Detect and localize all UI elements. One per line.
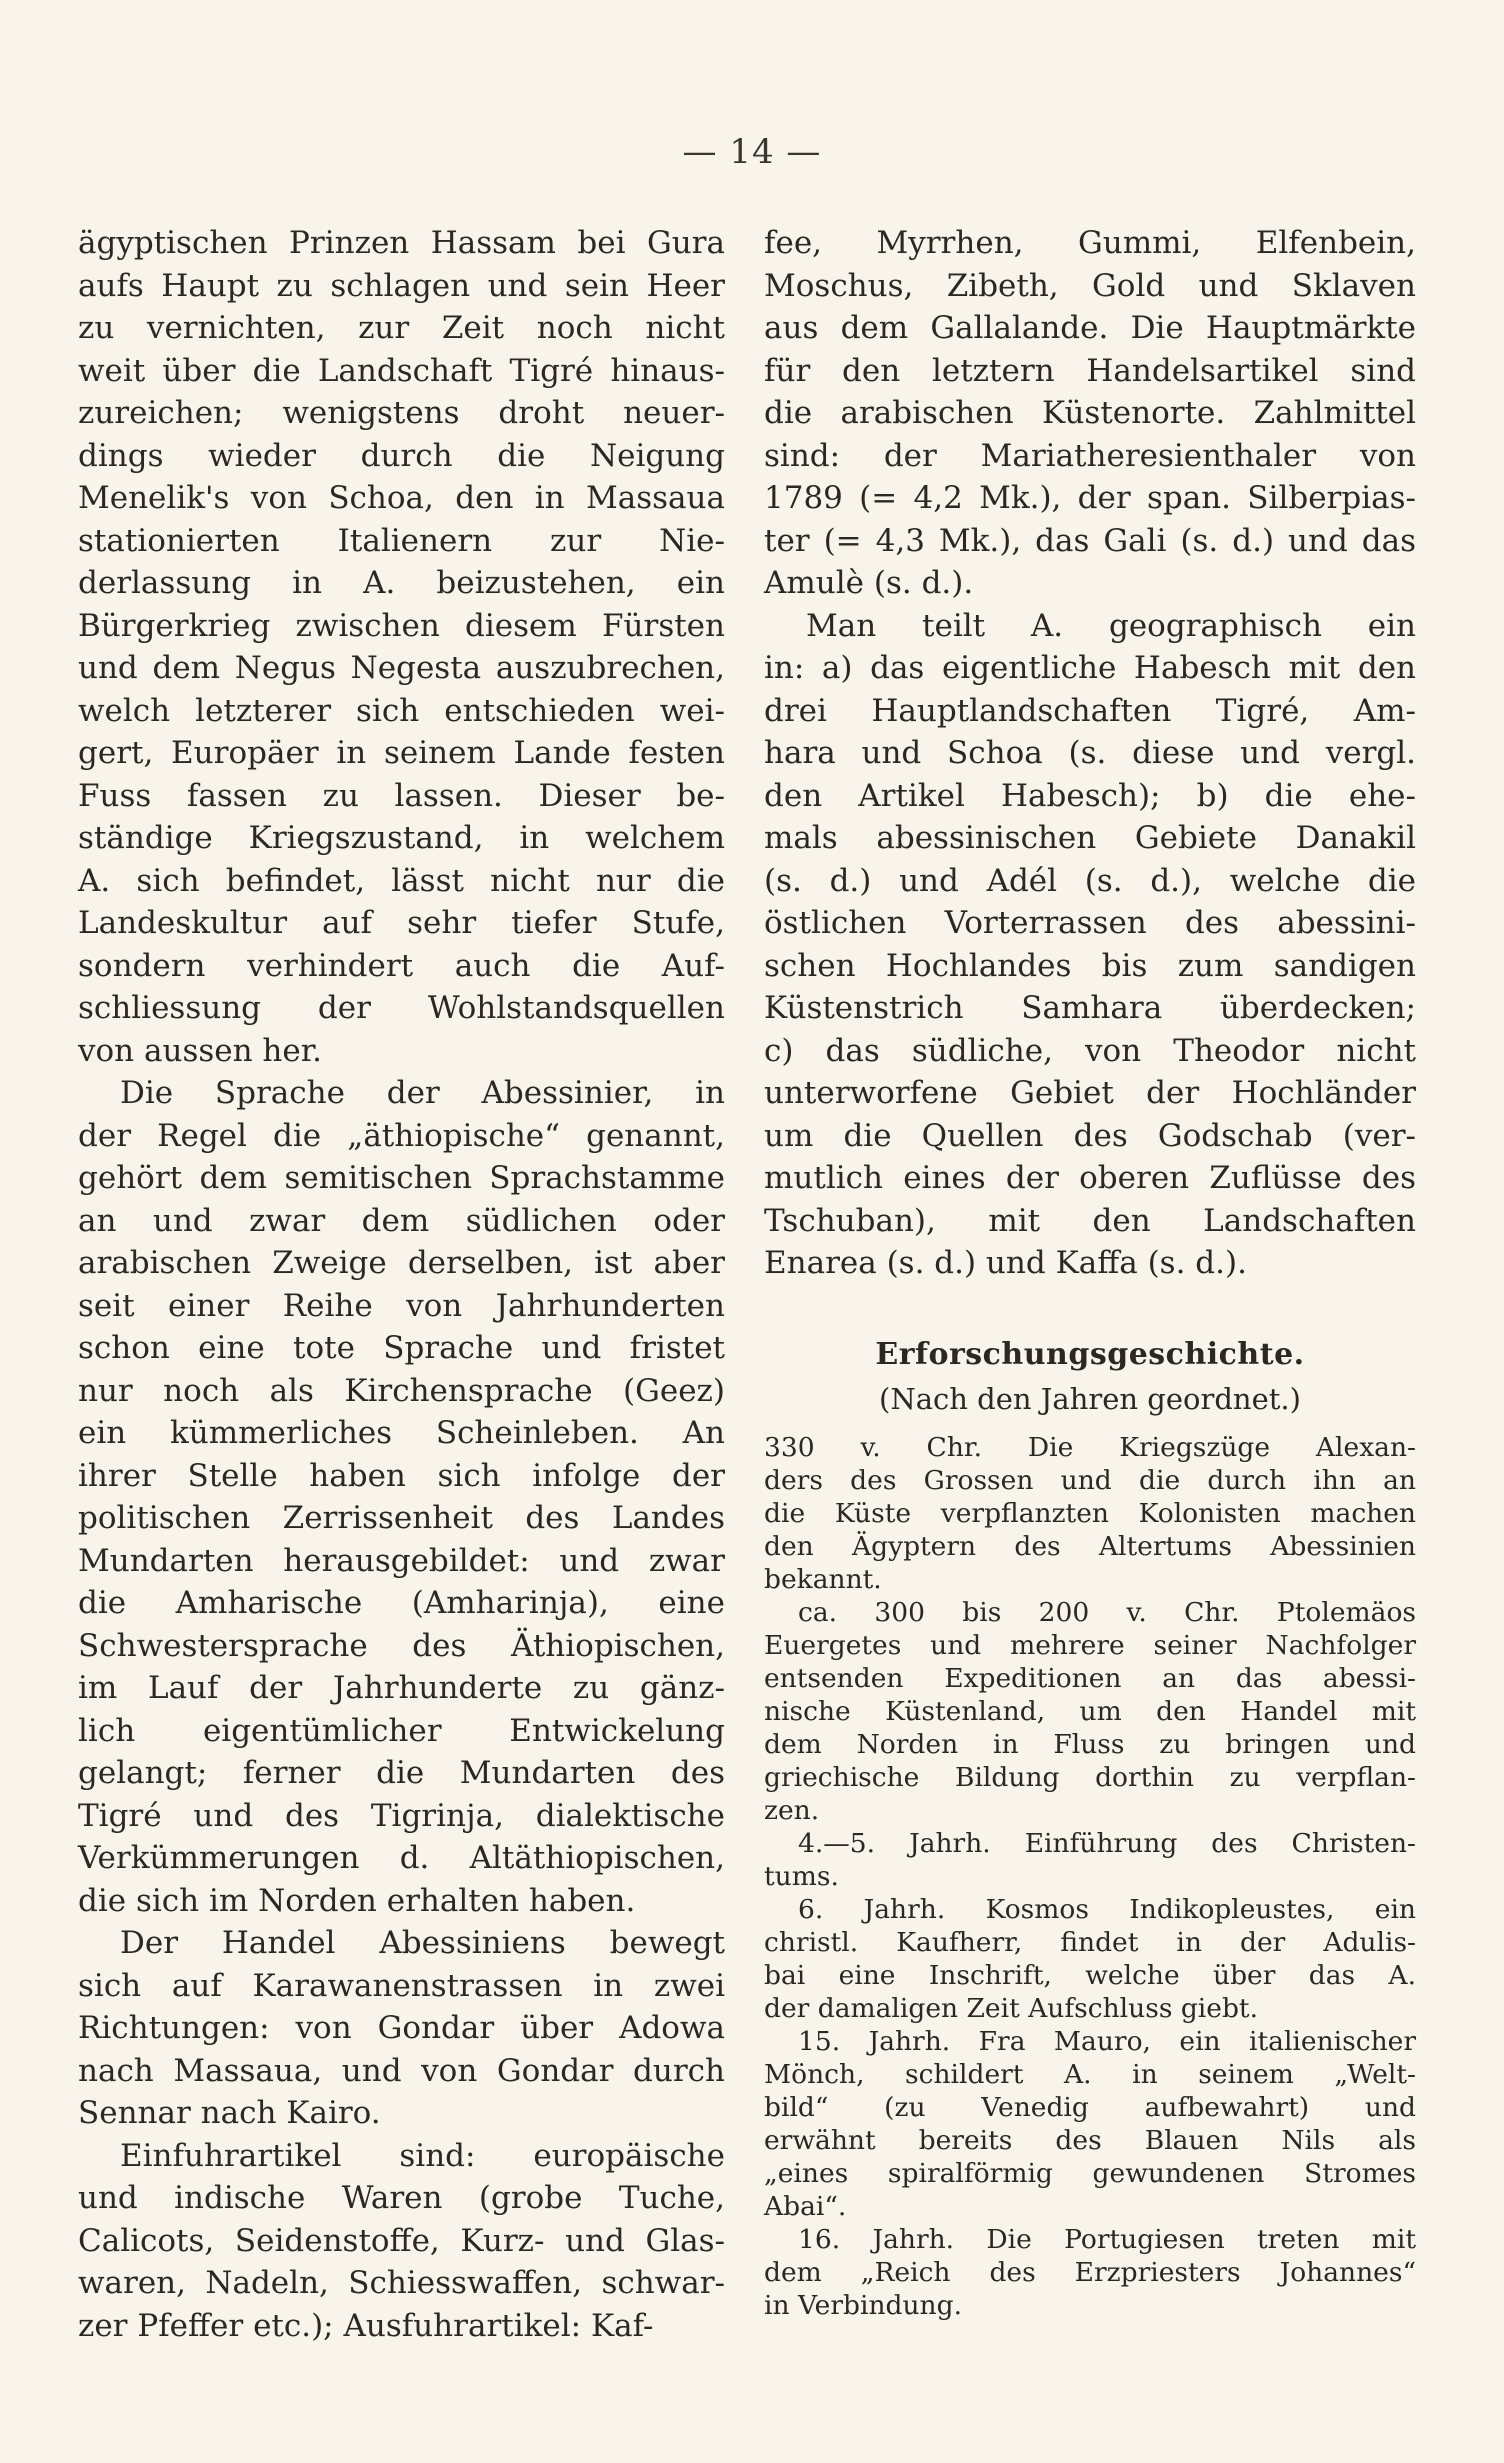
- chronology-line: 15. Jahrh. Fra Mauro, ein italienischer: [798, 2025, 1416, 2057]
- section-subheading: (Nach den Jahren geordnet.): [879, 1381, 1301, 1416]
- text-line: Einfuhrartikel sind: europäische: [120, 2137, 725, 2174]
- text-line: Tigré und des Tigrinja, dialektische: [78, 1797, 725, 1834]
- text-line: Verkümmerungen d. Altäthiopischen,: [78, 1840, 725, 1876]
- chronology-line: der damaligen Zeit Aufschluss giebt.: [764, 1992, 1259, 2024]
- text-line: waren, Nadeln, Schiesswaffen, schwar-: [78, 2265, 725, 2301]
- text-line: aus dem Gallalande. Die Hauptmärkte: [764, 310, 1416, 346]
- text-line: Enarea (s. d.) und Kaffa (s. d.).: [764, 1245, 1247, 1281]
- text-line: zureichen; wenigstens droht neuer-: [78, 395, 725, 431]
- text-line: ein kümmerliches Scheinleben. An: [78, 1415, 725, 1451]
- text-line: gehört dem semitischen Sprachstamme: [78, 1160, 725, 1196]
- text-line: Landeskultur auf sehr tiefer Stufe,: [78, 905, 725, 941]
- text-line: Fuss fassen zu lassen. Dieser be-: [78, 777, 725, 814]
- chronology-line: Mönch, schildert A. in seinem „Welt-: [764, 2058, 1416, 2090]
- chronology-line: 16. Jahrh. Die Portugiesen treten mit: [798, 2223, 1416, 2255]
- text-line: an und zwar dem südlichen oder: [78, 1202, 725, 1239]
- text-line: für den letztern Handelsartikel sind: [764, 352, 1416, 389]
- chronology-line: Abai“.: [764, 2190, 847, 2222]
- text-line: sich auf Karawanenstrassen in zwei: [78, 1967, 725, 2004]
- chronology-line: bai eine Inschrift, welche über das A.: [764, 1959, 1416, 1991]
- text-line: A. sich befindet, lässt nicht nur die: [78, 862, 725, 899]
- right-column-body: [764, 222, 1416, 1285]
- text-line: sondern verhindert auch die Auf-: [78, 947, 725, 984]
- text-line: dings wieder durch die Neigung: [78, 437, 725, 474]
- text-line: in: a) das eigentliche Habesch mit den: [764, 650, 1416, 686]
- text-line: östlichen Vorterrassen des abessini-: [764, 905, 1416, 941]
- chronology-line: „eines spiralförmig gewundenen Stromes: [764, 2157, 1416, 2189]
- text-line: gelangt; ferner die Mundarten des: [78, 1755, 725, 1791]
- chronology-line: entsenden Expeditionen an das abessi-: [764, 1662, 1416, 1694]
- text-line: im Lauf der Jahrhunderte zu gänz-: [78, 1670, 725, 1706]
- chronology-line: dem „Reich des Erzpriesters Johannes“: [764, 2256, 1416, 2288]
- text-line: arabischen Zweige derselben, ist aber: [78, 1245, 725, 1281]
- chronology-line: ca. 300 bis 200 v. Chr. Ptolemäos: [798, 1596, 1416, 1628]
- text-line: Calicots, Seidenstoffe, Kurz- und Glas-: [78, 2222, 725, 2259]
- text-line: schon eine tote Sprache und fristet: [78, 1330, 725, 1366]
- text-line: der Regel die „äthiopische“ genannt,: [78, 1117, 725, 1154]
- text-line: ständige Kriegszustand, in welchem: [78, 820, 725, 856]
- text-line: um die Quellen des Godschab (ver-: [764, 1117, 1416, 1154]
- text-line: c) das südliche, von Theodor nicht: [764, 1032, 1416, 1069]
- text-line: unterworfene Gebiet der Hochländer: [764, 1075, 1416, 1111]
- chronology-line: 6. Jahrh. Kosmos Indikopleustes, ein: [798, 1893, 1416, 1925]
- text-line: schen Hochlandes bis zum sandigen: [764, 947, 1416, 984]
- text-line: ihrer Stelle haben sich infolge der: [78, 1457, 725, 1494]
- chronology-line: die Küste verpflanzten Kolonisten machen: [764, 1497, 1416, 1529]
- text-line: stationierten Italienern zur Nie-: [78, 522, 725, 559]
- text-line: sind: der Mariatheresienthaler von: [764, 437, 1416, 474]
- text-line: hara und Schoa (s. diese und vergl.: [764, 735, 1416, 771]
- text-line: die Amharische (Amharinja), eine: [78, 1585, 725, 1621]
- text-line: ter (= 4,3 Mk.), das Gali (s. d.) und das: [764, 522, 1416, 559]
- chronology-line: nische Küstenland, um den Handel mit: [764, 1695, 1416, 1727]
- text-line: Schwestersprache des Äthiopischen,: [78, 1627, 725, 1664]
- text-line: fee, Myrrhen, Gummi, Elfenbein,: [764, 225, 1416, 261]
- text-line: nach Massaua, und von Gondar durch: [78, 2052, 725, 2089]
- text-line: Amulè (s. d.).: [764, 565, 974, 601]
- section-heading: Erforschungsgeschichte.: [875, 1336, 1305, 1372]
- text-line: mutlich eines der oberen Zuflüsse des: [764, 1160, 1416, 1196]
- chronology-line: in Verbindung.: [764, 2289, 963, 2321]
- text-line: (s. d.) und Adél (s. d.), welche die: [764, 862, 1416, 899]
- right-column: [764, 222, 1416, 2322]
- left-column: [78, 222, 725, 2347]
- text-line: weit über die Landschaft Tigré hinaus-: [78, 352, 725, 389]
- text-line: seit einer Reihe von Jahrhunderten: [78, 1287, 725, 1324]
- text-line: von aussen her.: [78, 1032, 323, 1069]
- chronology-line: bild“ (zu Venedig aufbewahrt) und: [764, 2091, 1416, 2123]
- chronology-line: erwähnt bereits des Blauen Nils als: [764, 2124, 1416, 2156]
- text-line: Menelik's von Schoa, den in Massaua: [78, 480, 725, 516]
- chronology-line: griechische Bildung dorthin zu verpflan-: [764, 1761, 1416, 1793]
- text-line: Der Handel Abessiniens bewegt: [120, 1925, 725, 1961]
- chronology-list: [764, 1431, 1416, 2322]
- chronology-line: christl. Kaufherr, findet in der Adulis-: [764, 1926, 1416, 1958]
- text-line: Richtungen: von Gondar über Adowa: [78, 2010, 725, 2046]
- text-line: aufs Haupt zu schlagen und sein Heer: [78, 267, 725, 304]
- text-line: ägyptischen Prinzen Hassam bei Gura: [78, 225, 725, 261]
- chronology-line: dem Norden in Fluss zu bringen und: [764, 1728, 1416, 1760]
- text-line: politischen Zerrissenheit des Landes: [78, 1500, 725, 1536]
- text-line: die arabischen Küstenorte. Zahlmittel: [764, 395, 1416, 431]
- text-line: und indische Waren (grobe Tuche,: [78, 2180, 725, 2216]
- page-number: — 14 —: [682, 132, 822, 172]
- text-line: nur noch als Kirchensprache (Geez): [78, 1372, 725, 1409]
- text-line: gert, Europäer in seinem Lande festen: [78, 735, 725, 771]
- text-line: Man teilt A. geographisch ein: [806, 607, 1416, 644]
- text-line: welch letzterer sich entschieden wei-: [78, 692, 725, 729]
- text-line: zu vernichten, zur Zeit noch nicht: [78, 310, 725, 346]
- text-line: derlassung in A. beizustehen, ein: [78, 565, 725, 601]
- text-line: drei Hauptlandschaften Tigré, Am-: [764, 692, 1416, 729]
- text-line: zer Pfeffer etc.); Ausfuhrartikel: Kaf-: [78, 2307, 654, 2344]
- text-line: den Artikel Habesch); b) die ehe-: [764, 777, 1416, 814]
- chronology-line: ders des Grossen und die durch ihn an: [764, 1464, 1416, 1496]
- chronology-line: zen.: [764, 1794, 820, 1826]
- text-line: und dem Negus Negesta auszubrechen,: [78, 650, 725, 686]
- text-line: Küstenstrich Samhara überdecken;: [764, 990, 1416, 1026]
- text-line: Mundarten herausgebildet: und zwar: [78, 1542, 725, 1579]
- chronology-line: Euergetes und mehrere seiner Nachfolger: [764, 1629, 1416, 1661]
- chronology-line: bekannt.: [764, 1563, 882, 1595]
- text-line: Bürgerkrieg zwischen diesem Fürsten: [78, 607, 725, 644]
- text-line: lich eigentümlicher Entwickelung: [78, 1712, 725, 1749]
- text-line: Die Sprache der Abessinier, in: [120, 1075, 725, 1111]
- text-line: mals abessinischen Gebiete Danakil: [764, 820, 1416, 856]
- chronology-line: den Ägyptern des Altertums Abessinien: [764, 1530, 1416, 1562]
- text-line: Sennar nach Kairo.: [78, 2095, 381, 2131]
- chronology-line: 330 v. Chr. Die Kriegszüge Alexan-: [764, 1431, 1416, 1463]
- chronology-line: 4.—5. Jahrh. Einführung des Christen-: [798, 1827, 1416, 1859]
- text-line: Moschus, Zibeth, Gold und Sklaven: [764, 267, 1416, 304]
- text-line: Tschuban), mit den Landschaften: [764, 1202, 1416, 1239]
- text-line: 1789 (= 4,2 Mk.), der span. Silberpias-: [764, 480, 1416, 516]
- text-line: die sich im Norden erhalten haben.: [78, 1882, 636, 1919]
- chronology-line: tums.: [764, 1860, 839, 1892]
- text-line: schliessung der Wohlstandsquellen: [78, 990, 725, 1026]
